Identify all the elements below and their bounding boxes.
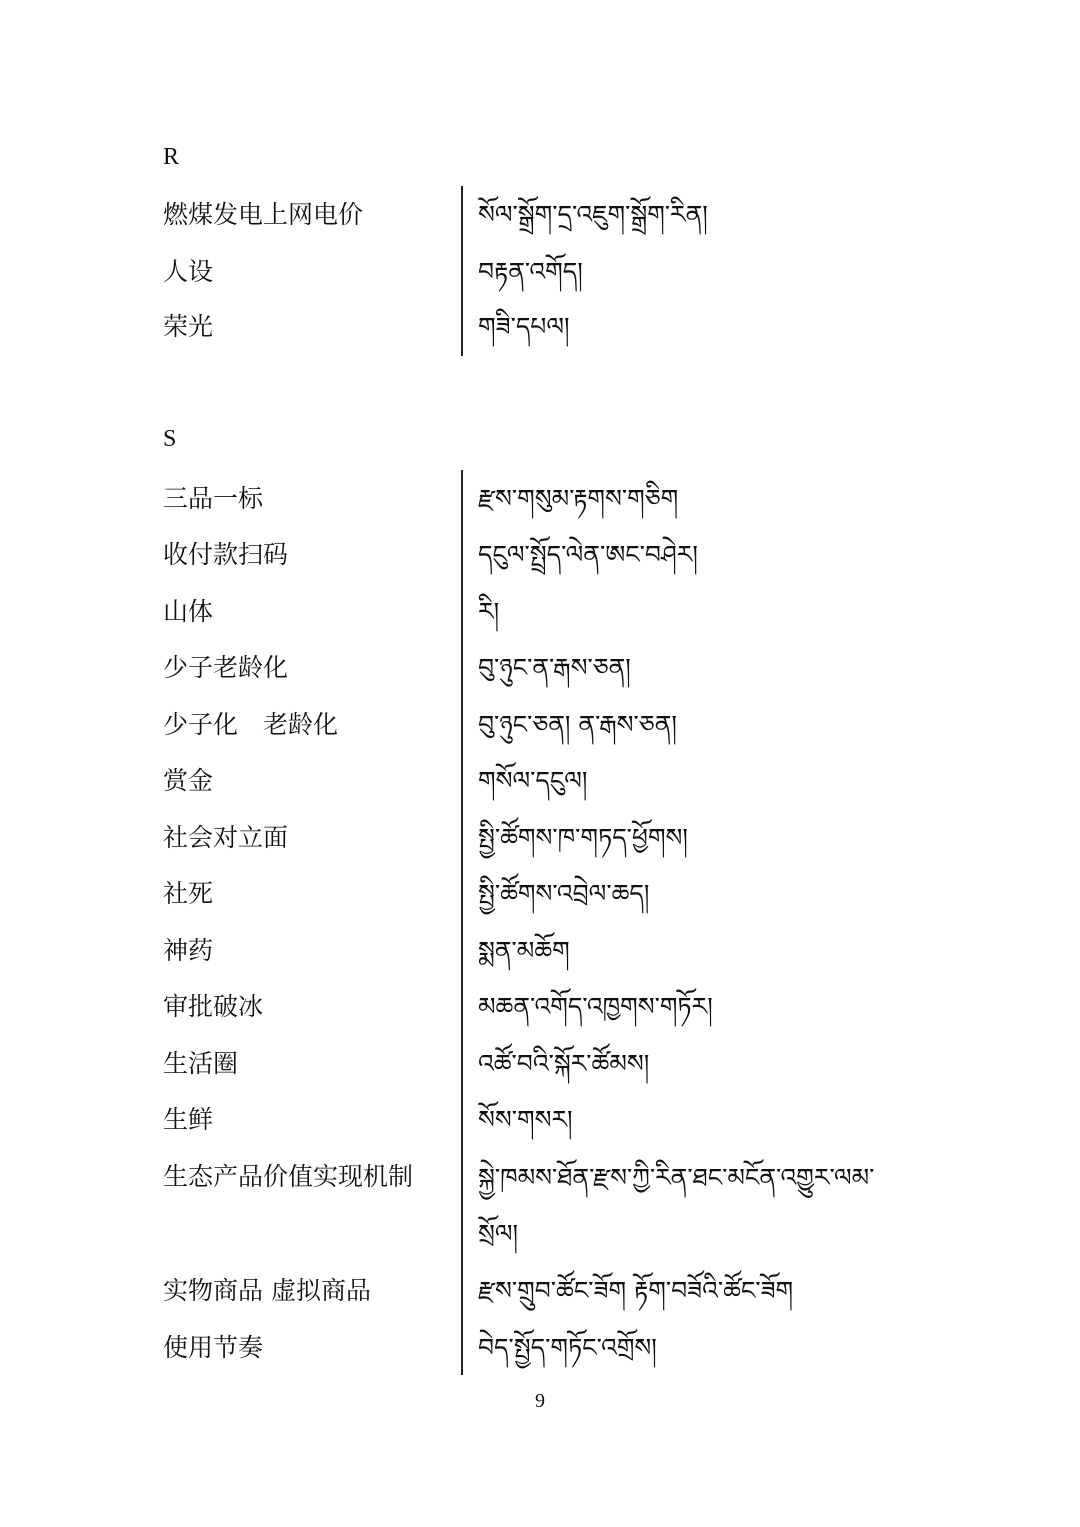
term-bo: གསོལ་དངུལ། [478, 766, 588, 795]
term-zh: 神药 [163, 936, 214, 965]
term-bo: སྤྱི་ཚོགས་ཁ་གཏད་ཕྱོགས། [478, 823, 688, 852]
section-letter-r: R [163, 144, 180, 170]
term-zh: 审批破冰 [163, 992, 264, 1021]
term-bo: བུ་ཉུང་ན་རྒས་ཅན། [478, 653, 631, 682]
term-zh: 少子老龄化 [163, 653, 289, 682]
term-bo: བུ་ཉུང་ཅན། ན་རྒས་ཅན། [478, 710, 677, 739]
column-divider-r [461, 186, 463, 356]
term-zh: 收付款扫码 [163, 540, 289, 569]
term-bo: རི། [478, 597, 500, 626]
term-zh: 荣光 [163, 312, 214, 341]
term-bo: གཟི་དཔལ། [478, 312, 570, 341]
term-bo: རྫས་གྲུབ་ཚོང་ཟོག རྟོག་བཟོའི་ཚོང་ཟོག [478, 1276, 794, 1305]
term-bo: སྤྱི་ཚོགས་འབྲེལ་ཆད། [478, 879, 650, 908]
term-bo: དངུལ་སྤྲོད་ལེན་ཨང་བཤེར། [478, 540, 698, 569]
term-bo: རྫས་གསུམ་རྟགས་གཅིག [478, 484, 679, 513]
term-zh: 实物商品 虚拟商品 [163, 1276, 371, 1305]
term-bo: སོལ་སྒྲོག་དྲ་འཇུག་སྒྲོག་རིན། [478, 200, 708, 229]
term-bo: སོས་གསར། [478, 1105, 573, 1134]
term-bo: བེད་སྤྱོད་གཏོང་འགྲོས། [478, 1333, 657, 1362]
term-zh: 三品一标 [163, 484, 264, 513]
term-bo: མཆན་འགོད་འཁྱགས་གཏོར། [478, 992, 713, 1021]
term-bo: འཚོ་བའི་སྐོར་ཚོམས། [478, 1049, 650, 1078]
term-bo: བརྟན་འགོད། [478, 257, 583, 286]
term-zh: 少子化 老龄化 [163, 710, 339, 739]
column-divider-s [461, 470, 463, 1375]
term-bo: སྨན་མཆོག [478, 936, 570, 965]
term-zh: 生态产品价值实现机制 [163, 1162, 414, 1191]
page-number: 9 [535, 1390, 545, 1412]
term-zh: 生鲜 [163, 1105, 214, 1134]
term-zh: 人设 [163, 257, 214, 286]
term-zh: 赏金 [163, 766, 214, 795]
term-zh: 生活圈 [163, 1049, 239, 1078]
term-zh: 山体 [163, 597, 214, 626]
term-zh: 社会对立面 [163, 823, 289, 852]
term-bo: སྐྱེ་ཁམས་ཐོན་རྫས་ཀྱི་རིན་ཐང་མངོན་འགྱུར་ལམ་སྲོལ། [478, 1163, 875, 1248]
section-letter-s: S [163, 426, 177, 452]
term-zh: 燃煤发电上网电价 [163, 200, 364, 229]
term-zh: 社死 [163, 879, 214, 908]
term-zh: 使用节奏 [163, 1333, 264, 1362]
